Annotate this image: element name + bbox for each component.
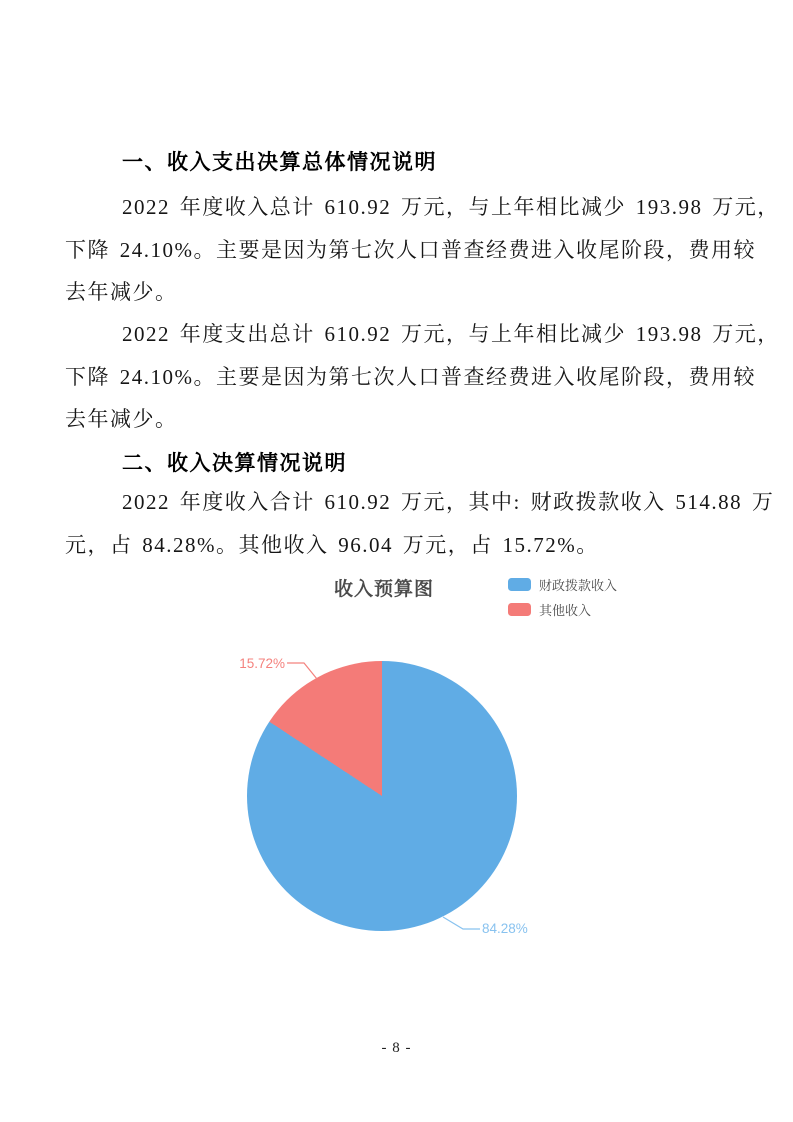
legend-item-fiscal-income — [508, 577, 617, 591]
legend-label: 财政拨款收入 — [539, 577, 618, 593]
chart-legend — [508, 577, 617, 627]
pie-label-other-income-percent: 15.72% — [239, 656, 285, 671]
paragraph-line: 下降 24.10%。主要是因为第七次人口普查经费进入收尾阶段，费用较 — [65, 364, 756, 389]
leader-line-fiscal-income — [443, 917, 480, 929]
paragraph-expenditure-total — [65, 313, 780, 441]
pie-chart — [247, 661, 517, 931]
section-1-heading: 一、收入支出决算总体情况说明 — [122, 151, 437, 174]
paragraph-line: 去年减少。 — [65, 407, 178, 431]
paragraph-line: 2022 年度收入合计 610.92 万元，其中: 财政拨款收入 514.88 万 — [122, 490, 775, 514]
paragraph-line: 2022 年度收入总计 610.92 万元，与上年相比减少 193.98 万元， — [122, 195, 780, 219]
legend-label: 其他收入 — [539, 602, 592, 618]
legend-swatch-red-icon — [508, 603, 531, 616]
section-2-heading: 二、收入决算情况说明 — [122, 452, 347, 475]
legend-swatch-blue-icon — [508, 578, 531, 591]
pie-label-fiscal-income-percent: 84.28% — [482, 921, 528, 936]
paragraph-income-breakdown — [65, 481, 775, 566]
page-number: - 8 - — [381, 1040, 412, 1056]
legend-item-other-income — [508, 602, 617, 616]
paragraph-line: 去年减少。 — [65, 280, 178, 304]
paragraph-line: 下降 24.10%。主要是因为第七次人口普查经费进入收尾阶段，费用较 — [65, 237, 756, 262]
leader-line-other-income — [287, 663, 317, 679]
chart-title: 收入预算图 — [333, 579, 435, 600]
paragraph-line: 元，占 84.28%。其他收入 96.04 万元，占 15.72%。 — [65, 532, 599, 557]
paragraph-line: 2022 年度支出总计 610.92 万元，与上年相比减少 193.98 万元， — [122, 322, 780, 346]
paragraph-income-total — [65, 186, 780, 314]
